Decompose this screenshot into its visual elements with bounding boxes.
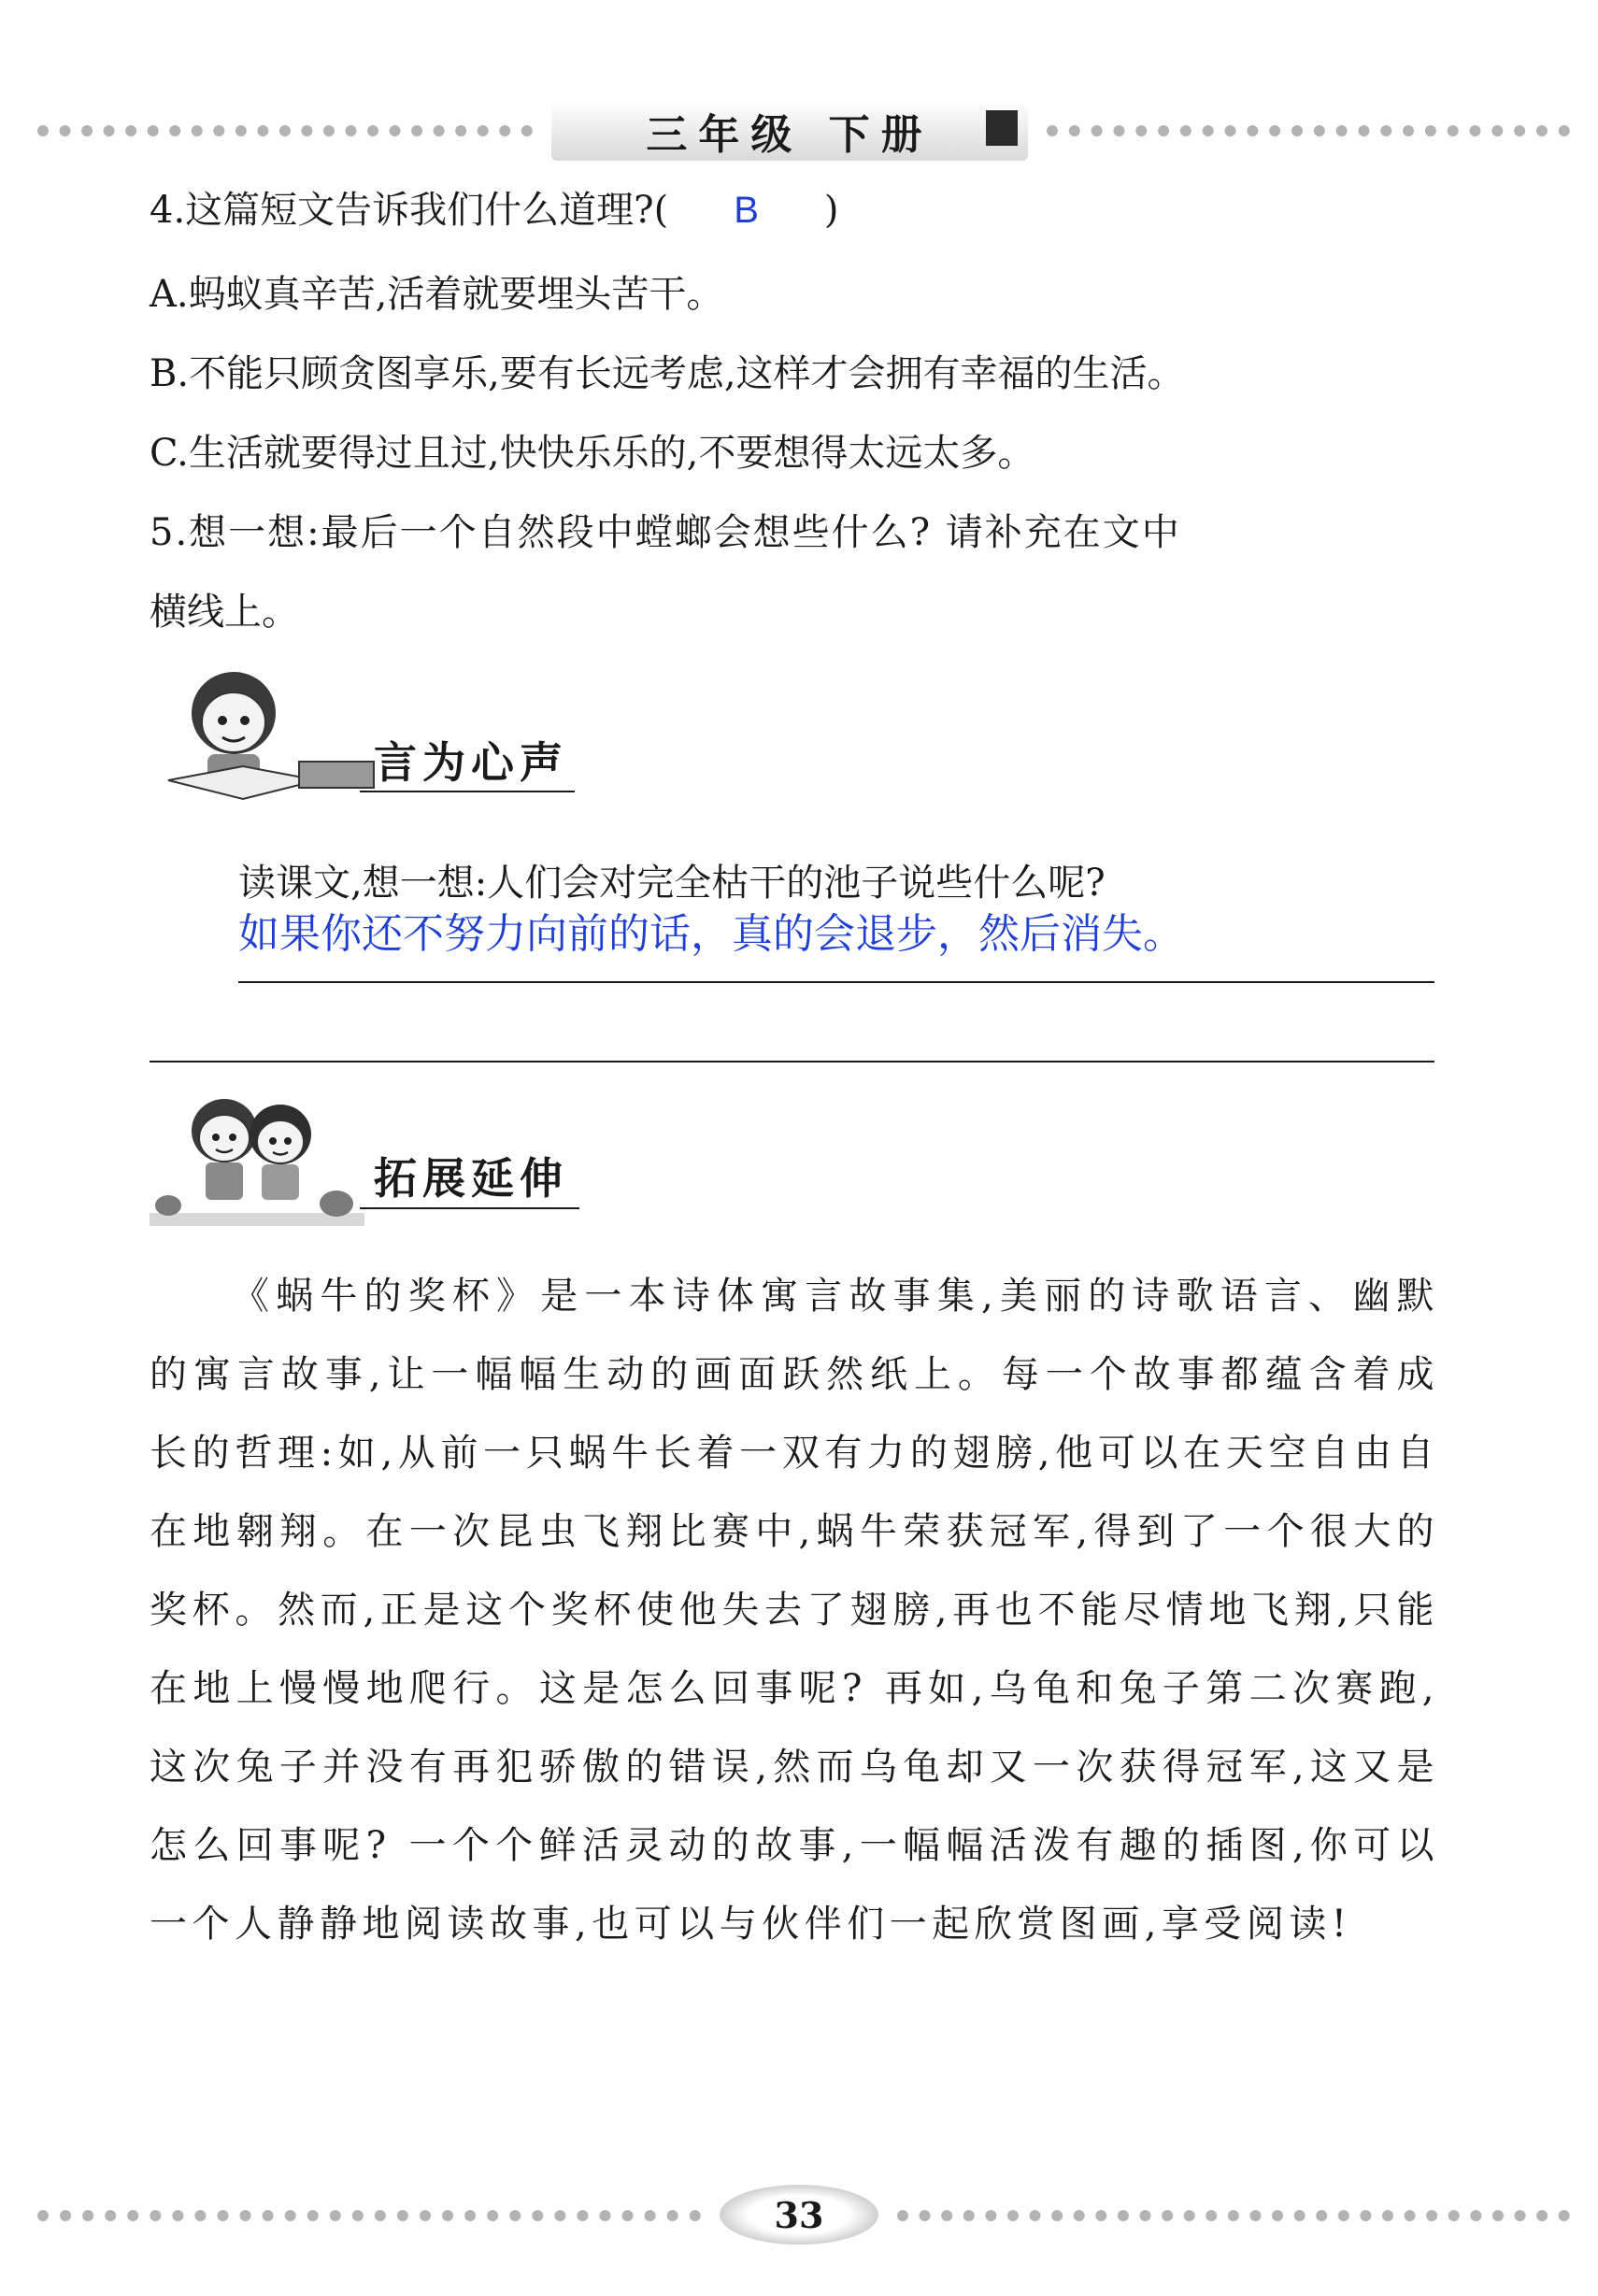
section-title-underline [360,791,575,792]
answer-line-1 [238,981,1434,983]
question-4-prompt: 4.这篇短文告诉我们什么道理?( [150,189,669,232]
option-c: C.生活就要得过且过,快快乐乐的,不要想得太远太多。 [150,432,1035,475]
kids-reading-illustration [150,1093,374,1234]
footer-dots-left [37,2210,701,2221]
question-4-close: ) [823,189,839,232]
answer-line-2 [150,1061,1434,1062]
section-title-underline [360,1207,579,1209]
question-4-answer: B [734,190,759,231]
question-5-line-2: 横线上。 [150,591,299,634]
question-5-line-1: 5.想一想:最后一个自然段中螳螂会想些什么? 请补充在文中 [150,511,1181,554]
section-2-paragraph: 《蜗牛的奖杯》是一本诗体寓言故事集,美丽的诗歌语言、幽默的寓言故事,让一幅幅生动的画面跃然纸上。每一个故事都蕴含着成长的哲理:如,从前一只蜗牛长着一双有力的翅膀,他可以在天空自由自在地翱翔。在一次昆虫飞翔比赛中,蜗牛荣获冠军,得到了一个很大的奖杯。然而,正是这个奖杯使他失去了翅膀,再也不能尽情地飞翔,只能在地上慢慢地爬行。这是怎么回事呢? 再如,乌龟和兔子第二次赛跑,这次兔子并没有再犯骄傲的错误,然而乌龟却又一次获得冠军,这又是怎么回事呢? 一个个鲜活灵动的故事,一幅幅活泼有趣的插图,你可以一个人静静地阅读故事,也可以与伙伴们一起欣赏图画,享受阅读! [150,1275,1439,1946]
page-number: 33 [720,2185,878,2245]
section-1-answer: 如果你还不努力向前的话，真的会退步，然后消失。 [238,910,1184,958]
question-4 [150,187,839,234]
boy-reading-illustration [159,668,383,808]
book-icon [986,110,1018,146]
header-dots-left [37,125,533,136]
section-title-yan-wei-xin-sheng: 言为心声 [374,737,568,788]
section-title-tuo-zhan-yan-shen: 拓展延伸 [374,1153,568,1204]
option-a: A.蚂蚁真辛苦,活着就要埋头苦干。 [150,273,724,316]
section-1-prompt: 读课文,想一想:人们会对完全枯干的池子说些什么呢? [238,862,1106,905]
footer-dots-right [897,2210,1570,2221]
header-dots-right [1047,125,1570,136]
option-b: B.不能只顾贪图享乐,要有长远考虑,这样才会拥有幸福的生活。 [150,352,1185,395]
header-title: 三年级 下册 [646,111,934,159]
header-title-banner [551,101,1028,161]
